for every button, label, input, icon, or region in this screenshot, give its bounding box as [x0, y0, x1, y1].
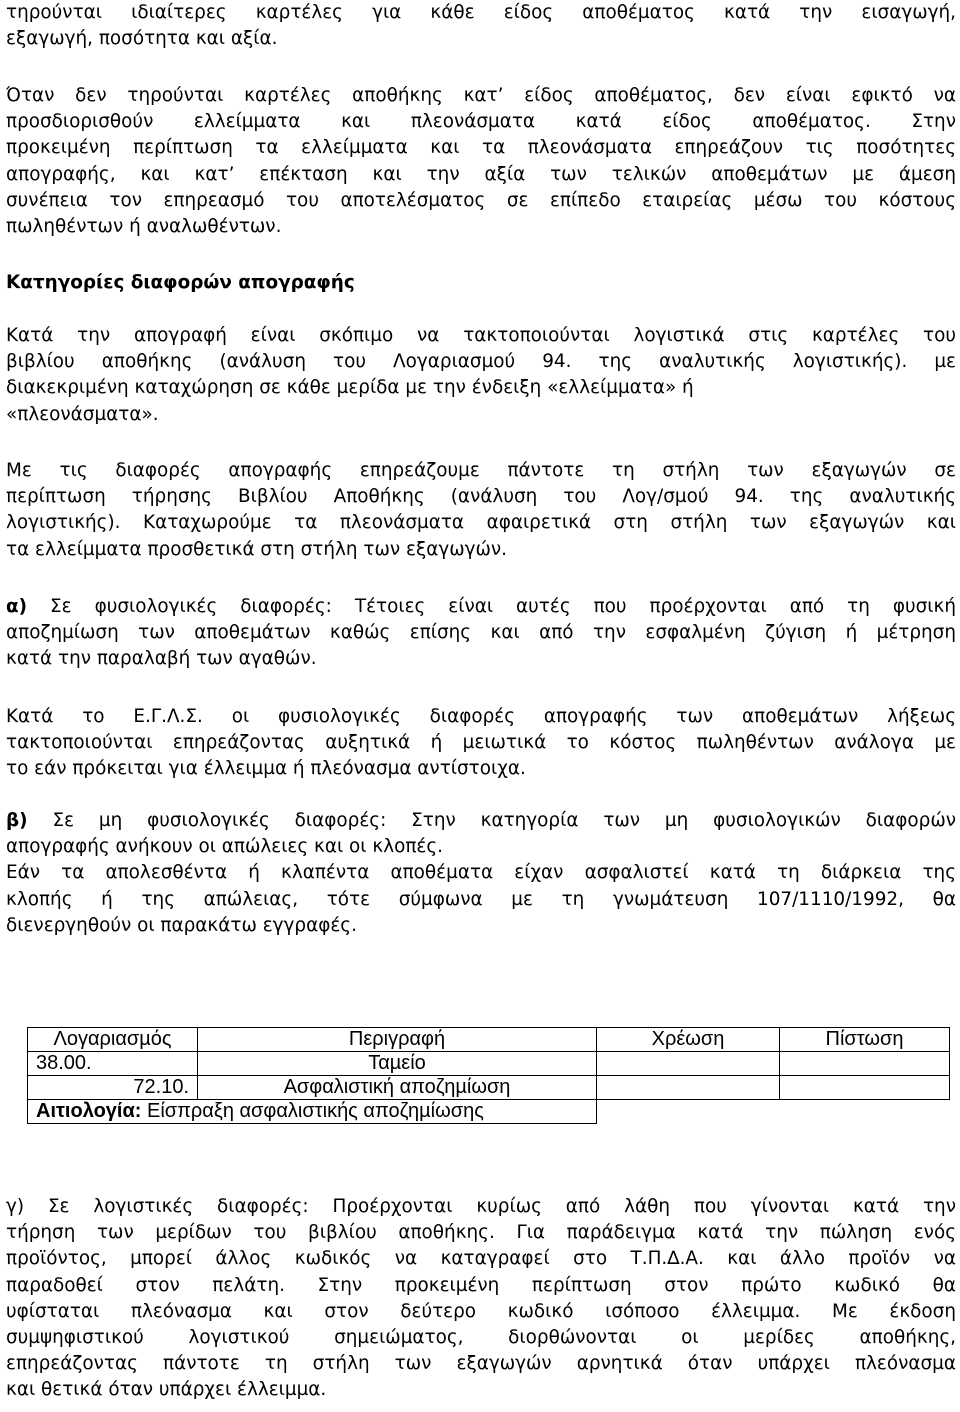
- paragraph-stock-cards: [6, 83, 956, 240]
- column-header-credit: Πίστωση: [780, 1028, 950, 1052]
- text-line: διακεκριµένη καταχώρηση σε κάθε µερίδα µε την ένδειξη «ελλείµµατα» ή: [6, 377, 694, 399]
- text-line: παραδοθεί στον πελάτη. Στην προκειµένη περίπτωση στον πρώτο κωδικό θα: [6, 1274, 956, 1296]
- text-line: βιβλίου αποθήκης (ανάλυση του Λογαριασµού 94. της αναλυτικής λογιστικής). µε: [6, 351, 956, 373]
- text-line: τα ελλείµµατα προσθετικά στη στήλη των εξαγωγών.: [6, 538, 508, 560]
- credit-cell: [780, 1052, 950, 1076]
- text-line: κλοπής ή της απώλειας, τότε σύµφωνα µε τη γνωµάτευση 107/1110/1992, θα: [6, 888, 956, 910]
- text-line: α) Σε φυσιολογικές διαφορές: Τέτοιες είναι αυτές που προέρχονται από τη φυσική: [6, 596, 956, 617]
- text-line: γ) Σε λογιστικές διαφορές: Προέρχονται κυρίως από λάθη που γίνονται κατά την: [6, 1196, 956, 1217]
- text-line: Κατά την απογραφή είναι σκόπιµο να τακτοποιούνται λογιστικά στις καρτέλες του: [6, 325, 956, 346]
- text-line: Εάν τα απολεσθέντα ή κλαπέντα αποθέµατα είχαν ασφαλιστεί κατά τη διάρκεια της: [6, 862, 956, 884]
- paragraph-accounting-differences: [6, 1194, 956, 1404]
- list-label-b: β): [6, 810, 28, 831]
- description-cell: Ασφαλιστική αποζηµίωση: [198, 1076, 597, 1100]
- text-line: εξαγωγή, ποσότητα και αξία.: [6, 28, 278, 50]
- text-line: απογραφής, και κατ’ επέκταση και την αξία των τελικών αποθεµάτων µε άµεση: [6, 163, 956, 185]
- text-line: τακτοποιούνται επηρεάζοντας αυξητικά ή µειωτικά το κόστος πωληθέντων ανάλογα µε: [6, 732, 956, 754]
- paragraph-normal-differences: [6, 594, 956, 673]
- text-line: προσδιορισθούν ελλείµµατα και πλεονάσµατα κατά είδος αποθέµατος. Στην: [6, 111, 956, 133]
- text-line: αποζηµίωση των αποθεµάτων καθώς επίσης και από την εσφαλµένη ζύγιση ή µέτρηση: [6, 622, 956, 644]
- paragraph-egls: [6, 704, 956, 783]
- table-row: [28, 1076, 950, 1100]
- text-line: περίπτωση τήρησης Βιβλίου Αποθήκης (ανάλυση του Λογ/σµού 94. της αναλυτικής: [6, 486, 956, 508]
- paragraph-intro: [6, 0, 956, 52]
- debit-cell: [597, 1052, 780, 1076]
- text-line: επηρεάζοντας πάντοτε τη στήλη των εξαγωγών αρνητικά όταν υπάρχει πλεόνασµα: [6, 1353, 956, 1375]
- credit-cell: [780, 1076, 950, 1100]
- column-header-description: Περιγραφή: [198, 1028, 597, 1052]
- section-heading: Κατηγορίες διαφορών απογραφής: [6, 272, 355, 293]
- description-cell: Ταµείο: [198, 1052, 597, 1076]
- text-line: κατά την παραλαβή των αγαθών.: [6, 648, 317, 670]
- text-line: διενεργηθούν οι παρακάτω εγγραφές.: [6, 914, 357, 936]
- account-cell: 38.00.: [28, 1052, 198, 1076]
- text-line: Όταν δεν τηρούνται καρτέλες αποθήκης κατ’ είδος αποθέµατος, δεν είναι εφικτό να: [6, 85, 956, 106]
- text-line: πωληθέντων ή αναλωθέντων.: [6, 216, 282, 238]
- text-line: Κατά το Ε.Γ.Λ.Σ. οι φυσιολογικές διαφορές απογραφής των αποθεµάτων λήξεως: [6, 706, 956, 727]
- text-line: προϊόντος, µπορεί άλλος κωδικός να καταγραφεί στο Τ.Π.∆.Α. και άλλο προϊόν να: [6, 1248, 956, 1270]
- text-line: «πλεονάσµατα».: [6, 403, 159, 425]
- text-line: το εάν πρόκειται για έλλειµµα ή πλεόνασµα αντίστοιχα.: [6, 758, 526, 780]
- paragraph-inventory-recording: [6, 323, 956, 428]
- empty-cell: [780, 1100, 950, 1124]
- text-line: προκειµένη περίπτωση τα ελλείµµατα και τα πλεονάσµατα επηρεάζουν τις ποσότητες: [6, 137, 956, 159]
- list-label-a: α): [6, 596, 28, 617]
- empty-cell: [597, 1100, 780, 1124]
- justification-text: Είσπραξη ασφαλιστικής αποζηµίωσης: [141, 1100, 484, 1122]
- debit-cell: [597, 1076, 780, 1100]
- journal-entry-table: [27, 1027, 950, 1124]
- text-line: τήρηση των µερίδων του βιβλίου αποθήκης. Για παράδειγµα κατά την πώληση ενός: [6, 1222, 956, 1244]
- paragraph-exports-column: [6, 458, 956, 563]
- text-line: Με τις διαφορές απογραφής επηρεάζουµε πάντοτε τη στήλη των εξαγωγών σε: [6, 460, 956, 481]
- text-line: υφίσταται πλεόνασµα και στον δεύτερο κωδικό ισόποσο έλλειµµα. Με έκδοση: [6, 1300, 956, 1322]
- text-line: συµψηφιστικού λογιστικού σηµειώµατος, διορθώνονται οι µερίδες αποθήκης,: [6, 1327, 956, 1349]
- column-header-debit: Χρέωση: [597, 1028, 780, 1052]
- justification-label: Αιτιολογία:: [36, 1100, 142, 1122]
- account-cell: 72.10.: [28, 1076, 198, 1100]
- text-line: συνέπεια τον επηρεασµό του αποτελέσµατος σε επίπεδο εταιρείας µέσω του κόστους: [6, 189, 956, 211]
- paragraph-abnormal-differences: [6, 808, 956, 939]
- text-line: β) Σε µη φυσιολογικές διαφορές: Στην κατηγορία των µη φυσιολογικών διαφορών: [6, 810, 956, 831]
- justification-cell: [28, 1100, 597, 1124]
- text-line: απογραφής ανήκουν οι απώλειες και οι κλοπές.: [6, 836, 443, 858]
- text-line: τηρούνται ιδιαίτερες καρτέλες για κάθε είδος αποθέµατος κατά την εισαγωγή,: [6, 2, 956, 23]
- column-header-account: Λογαριασµός: [28, 1028, 198, 1052]
- justification-row: [28, 1100, 950, 1124]
- text-line: λογιστικής). Καταχωρούµε τα πλεονάσµατα αφαιρετικά στη στήλη των εξαγωγών και: [6, 512, 956, 534]
- text-line: και θετικά όταν υπάρχει έλλειµµα.: [6, 1379, 327, 1401]
- table-header-row: [28, 1028, 950, 1052]
- table-row: [28, 1052, 950, 1076]
